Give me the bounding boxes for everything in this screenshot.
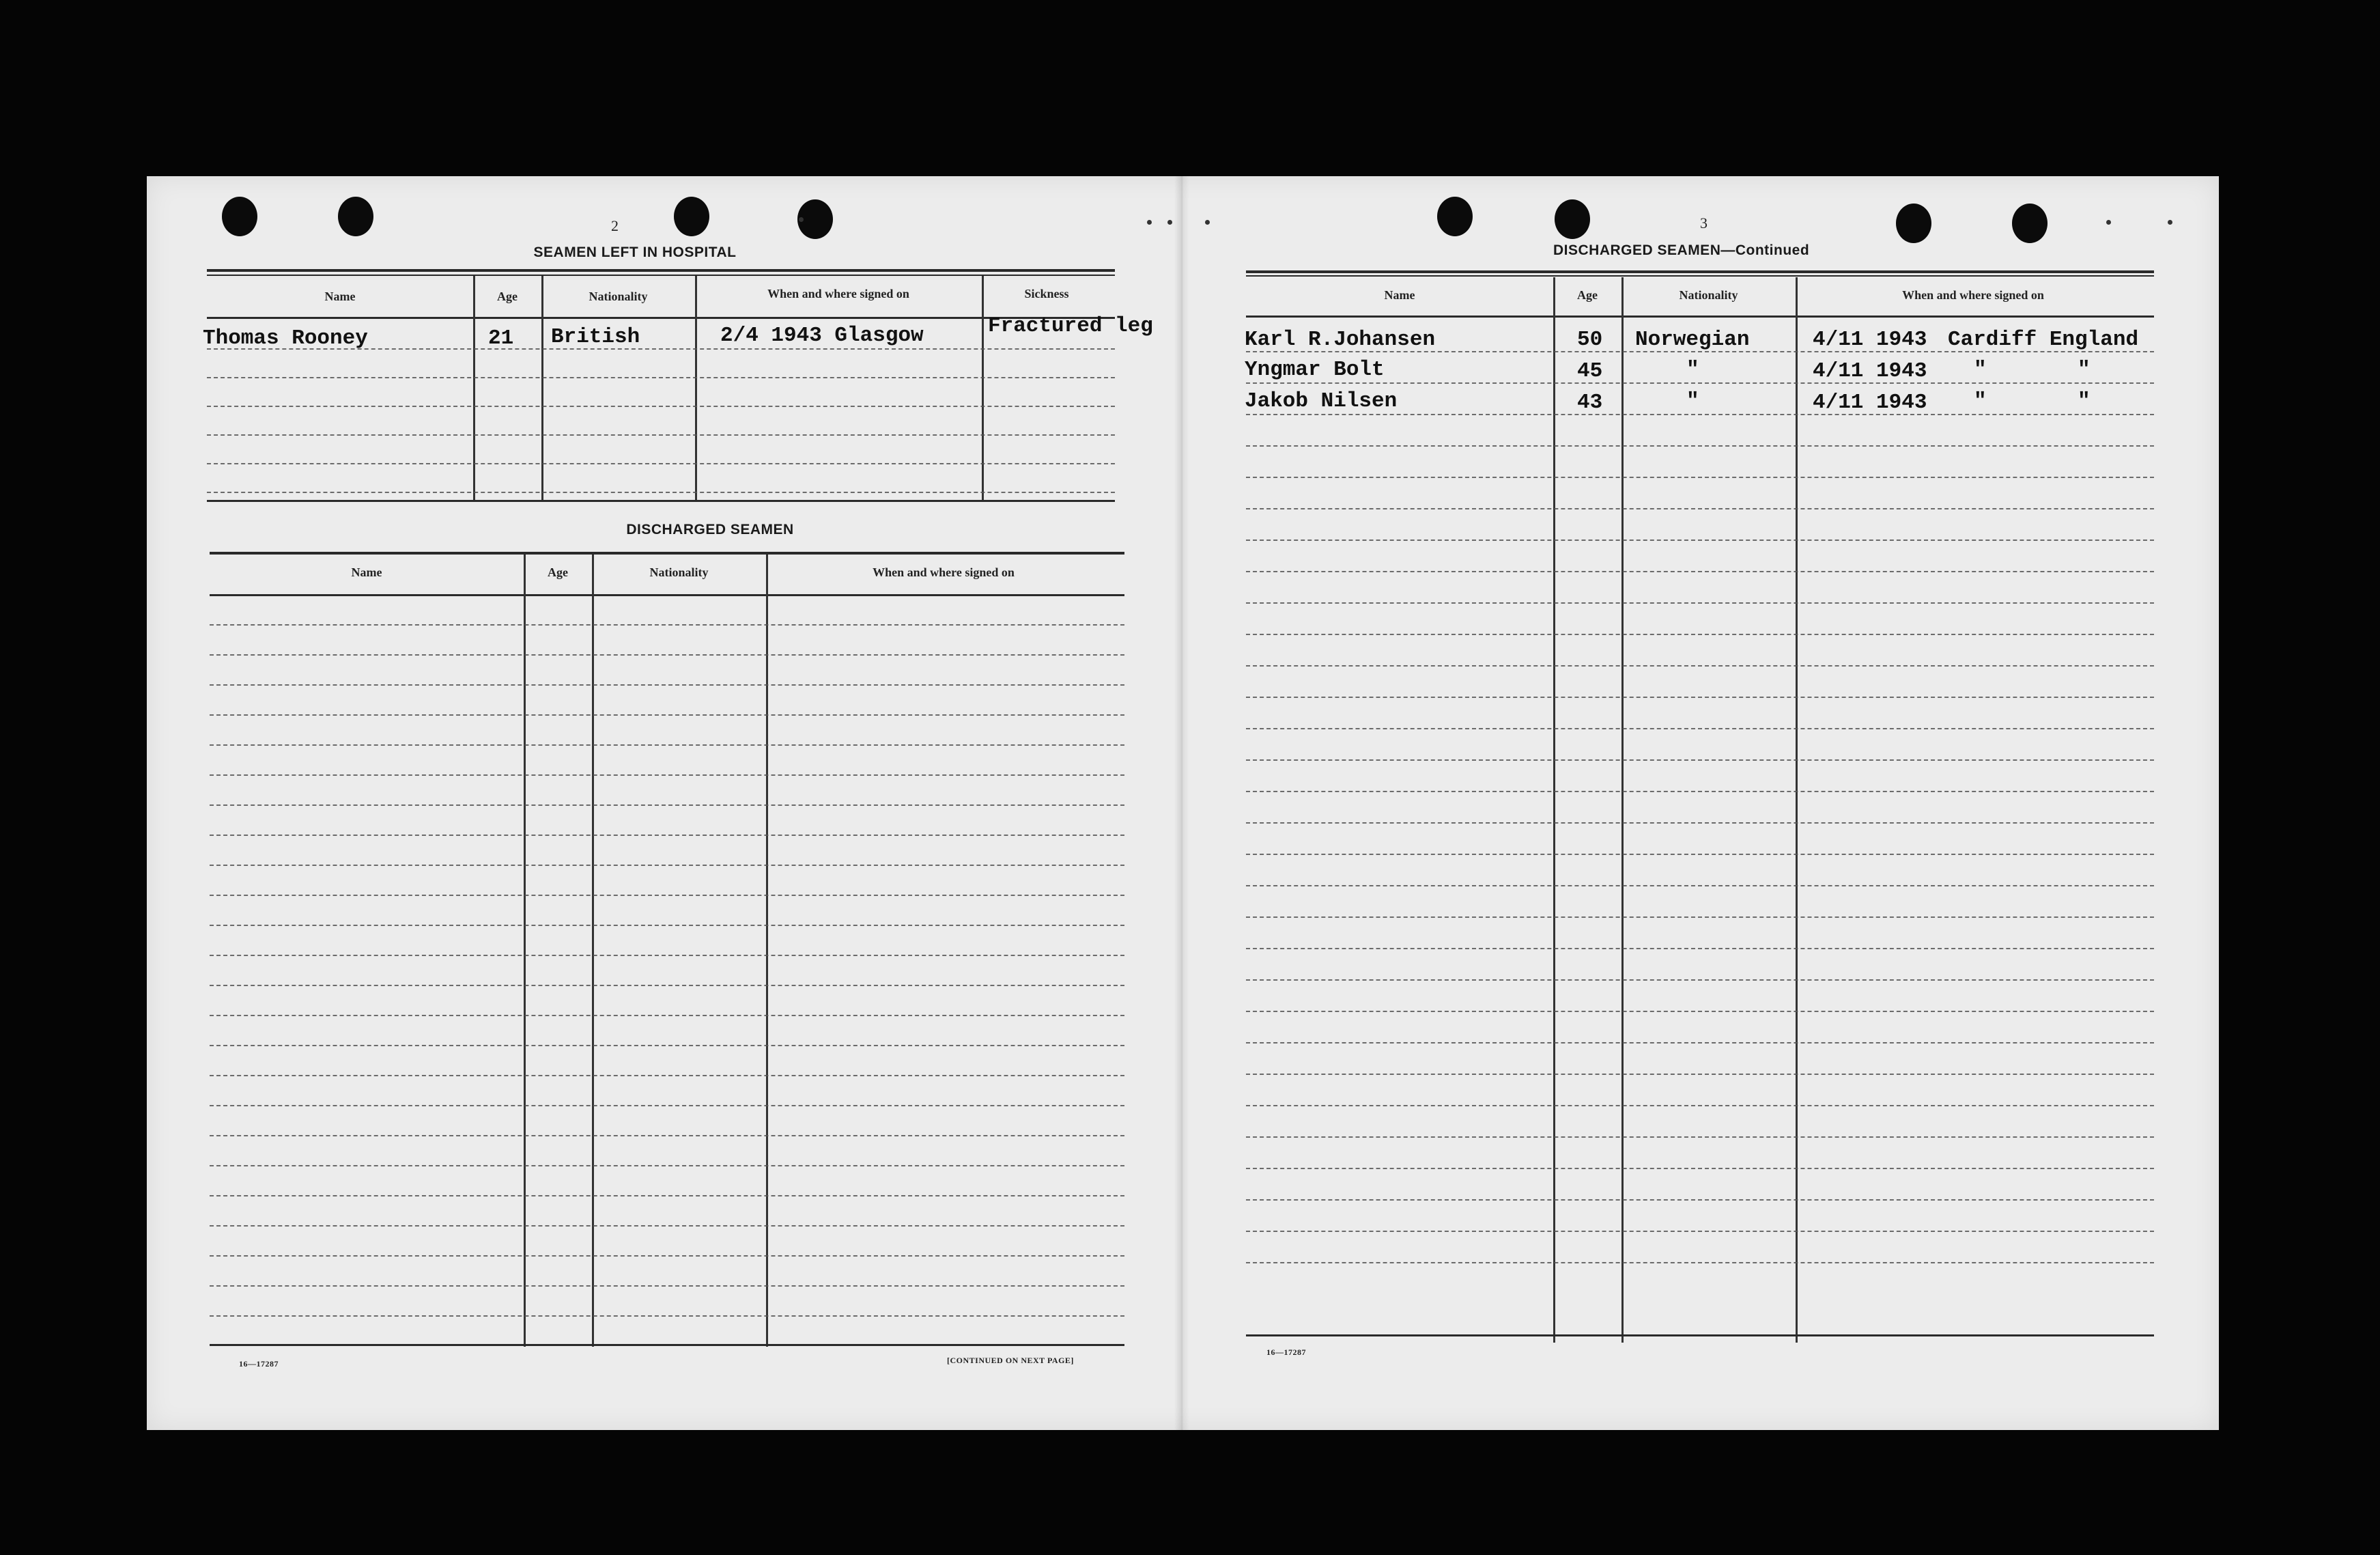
hospital-sickness: Fractured leg (988, 314, 1153, 338)
seaman-signed-place-b: " (2078, 358, 2091, 382)
ring-mark (1205, 220, 1210, 225)
punch-hole (674, 197, 709, 236)
col-header-signed-on: When and where signed on (767, 287, 909, 300)
seaman-signed-place: Cardiff England (1948, 328, 2139, 352)
hospital-nationality: British (551, 325, 640, 349)
ring-mark (1167, 220, 1172, 225)
punch-hole (222, 197, 257, 236)
punch-hole (1437, 197, 1473, 236)
seaman-signed-place: " (1974, 389, 1987, 413)
seaman-name: Karl R.Johansen (1245, 328, 1436, 352)
discharged-table-right (1246, 270, 2154, 1336)
discharged-section-title: DISCHARGED SEAMEN (626, 522, 794, 537)
punch-hole (1896, 204, 1931, 243)
seaman-age: 43 (1577, 391, 1603, 415)
discharged-table-left (210, 552, 1124, 1528)
page-number-right: 3 (1700, 214, 1708, 232)
hospital-signed-on: 2/4 1943 Glasgow (720, 324, 924, 348)
col-header-name: Name (351, 565, 382, 579)
seaman-nationality: " (1686, 389, 1699, 413)
hospital-age: 21 (488, 326, 514, 350)
ring-mark (2106, 220, 2111, 225)
seaman-name: Jakob Nilsen (1245, 389, 1398, 413)
col-header-signed-on: When and where signed on (1902, 288, 2044, 302)
col-header-signed-on: When and where signed on (873, 565, 1015, 579)
seaman-age: 50 (1577, 328, 1603, 352)
seaman-signed-place-b: " (2078, 389, 2091, 413)
seaman-age: 45 (1577, 359, 1603, 383)
seaman-nationality: " (1686, 358, 1699, 382)
col-header-sickness: Sickness (1024, 287, 1069, 300)
seaman-signed-date: 4/11 1943 (1813, 359, 1927, 383)
col-header-nationality: Nationality (649, 565, 709, 579)
col-header-name: Name (1384, 288, 1415, 302)
discharged-continued-title: DISCHARGED SEAMEN—Continued (1553, 242, 1810, 258)
seaman-signed-date: 4/11 1943 (1813, 328, 1927, 352)
seaman-signed-place: " (1974, 358, 1987, 382)
col-header-nationality: Nationality (1679, 288, 1738, 302)
col-header-age: Age (497, 290, 518, 303)
punch-hole (2012, 204, 2048, 243)
seaman-name: Yngmar Bolt (1245, 358, 1385, 382)
continued-note: [CONTINUED ON NEXT PAGE] (947, 1356, 1074, 1365)
col-header-nationality: Nationality (589, 290, 648, 303)
form-number-right: 16—17287 (1266, 1347, 1306, 1357)
col-header-age: Age (548, 565, 568, 579)
form-number-left: 16—17287 (239, 1359, 279, 1369)
ring-mark (1147, 220, 1152, 225)
col-header-age: Age (1577, 288, 1598, 302)
punch-hole (338, 197, 373, 236)
seaman-signed-date: 4/11 1943 (1813, 391, 1927, 415)
page-number-left: 2 (611, 217, 619, 234)
seaman-nationality: Norwegian (1635, 328, 1750, 352)
hospital-name: Thomas Rooney (203, 326, 368, 350)
col-header-name: Name (324, 290, 356, 303)
page-fold (1174, 176, 1189, 1430)
ring-mark (799, 217, 804, 222)
document-sheet (147, 176, 2219, 1430)
hospital-section-title: SEAMEN LEFT IN HOSPITAL (533, 244, 737, 260)
ring-mark (2168, 220, 2172, 225)
punch-hole (1555, 199, 1590, 239)
